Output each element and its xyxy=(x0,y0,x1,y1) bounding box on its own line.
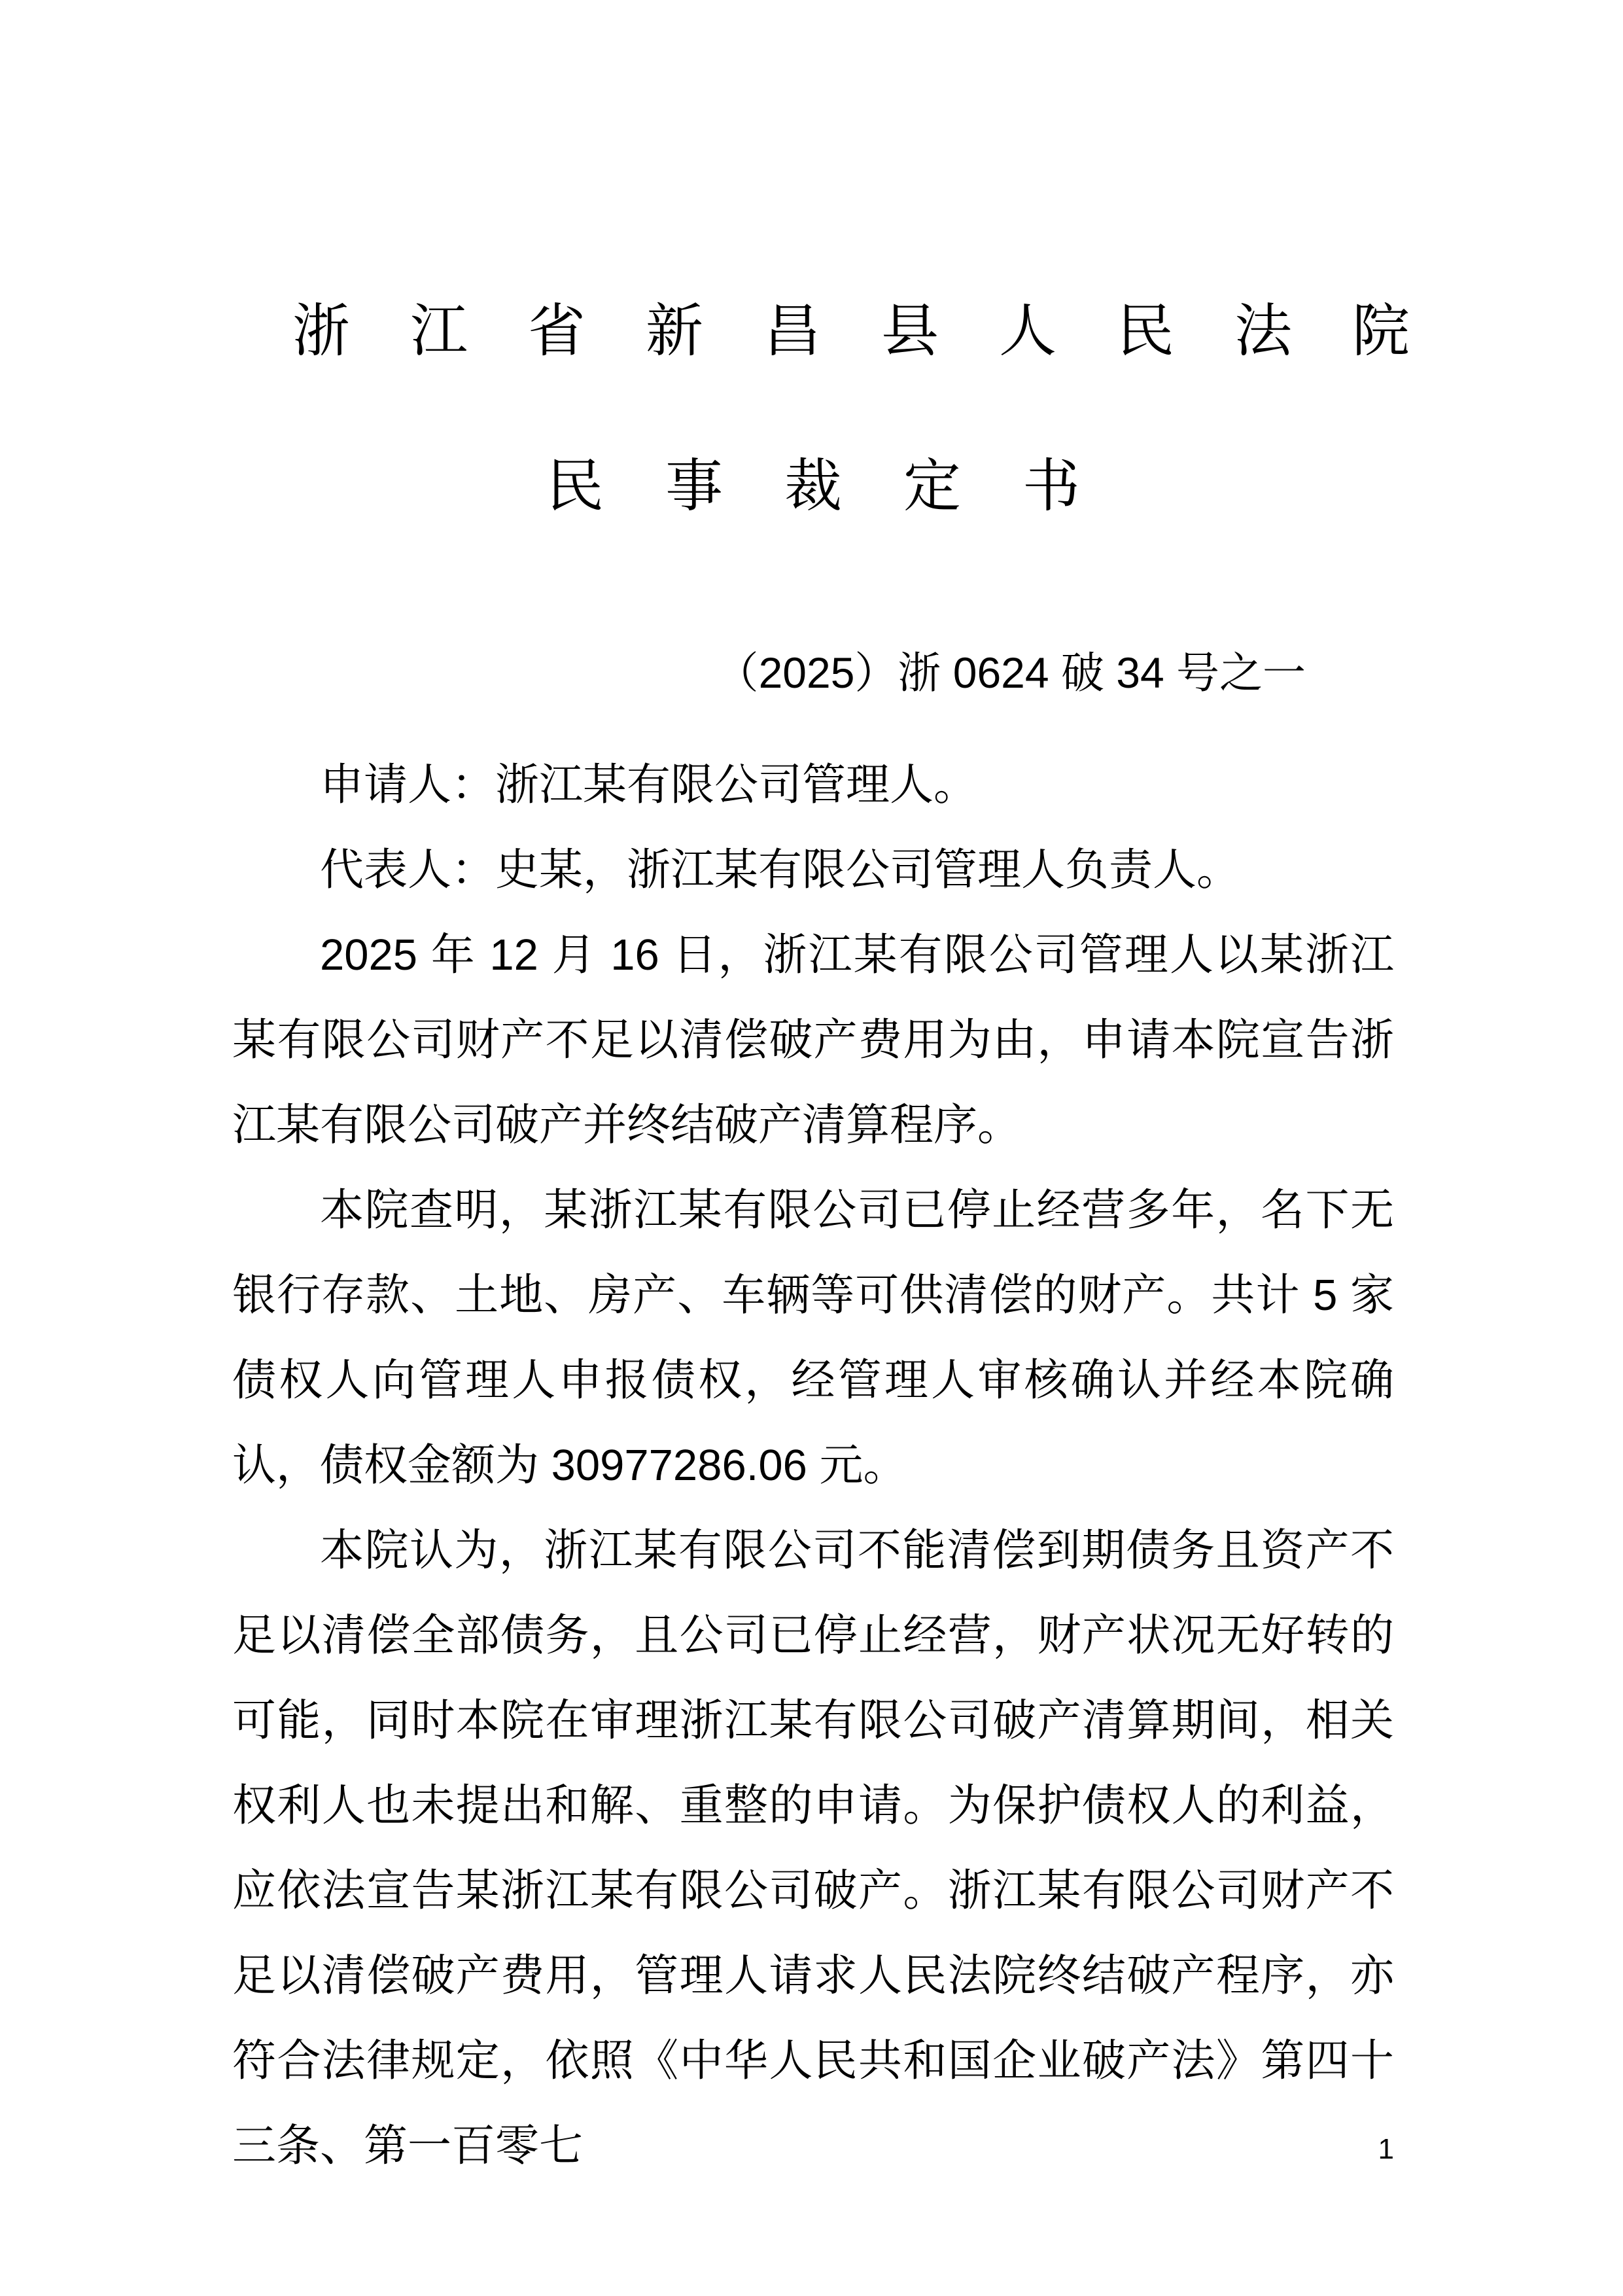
paragraph-court-opinion: 本院认为，浙江某有限公司不能清偿到期债务且资产不足以清偿全部债务，且公司已停止经营，财产状况无好转的可能，同时本院在审理浙江某有限公司破产清算期间，相关权利人也未提出和解、重整的申请。为保护债权人的利益，应依法宣告某浙江某有限公司破产。浙江某有限公司财产不足以清偿破产费用，管理人请求人民法院终结破产程序，亦符合法律规定，依照《中华人民共和国企业破产法》第四十三条、第一百零七 xyxy=(232,1526,1394,2170)
paragraph-representative: 代表人：史某，浙江某有限公司管理人负责人。 xyxy=(320,845,1240,894)
case-number: （2025）浙 0624 破 34 号之一 xyxy=(715,648,1306,697)
paragraph-application: 2025 年 12 月 16 日，浙江某有限公司管理人以某浙江某有限公司财产不足以清偿破产费用为由，申请本院宣告浙江某有限公司破产并终结破产清算程序。 xyxy=(232,930,1394,1150)
document-type-title: 民事裁定书 xyxy=(546,455,1142,519)
document-content xyxy=(0,300,1623,2189)
paragraph-court-findings: 本院查明，某浙江某有限公司已停止经营多年，名下无银行存款、土地、房产、车辆等可供清偿的财产。共计 5 家债权人向管理人申报债权，经管理人审核确认并经本院确认，债权金额为 30977286.06 元。 xyxy=(232,1186,1394,1490)
document-body xyxy=(232,743,1394,2189)
court-name-title: 浙江省新昌县人民法院 xyxy=(292,300,1471,364)
paragraph-applicant: 申请人：浙江某有限公司管理人。 xyxy=(320,760,977,809)
page-number: 1 xyxy=(1378,2133,1394,2165)
